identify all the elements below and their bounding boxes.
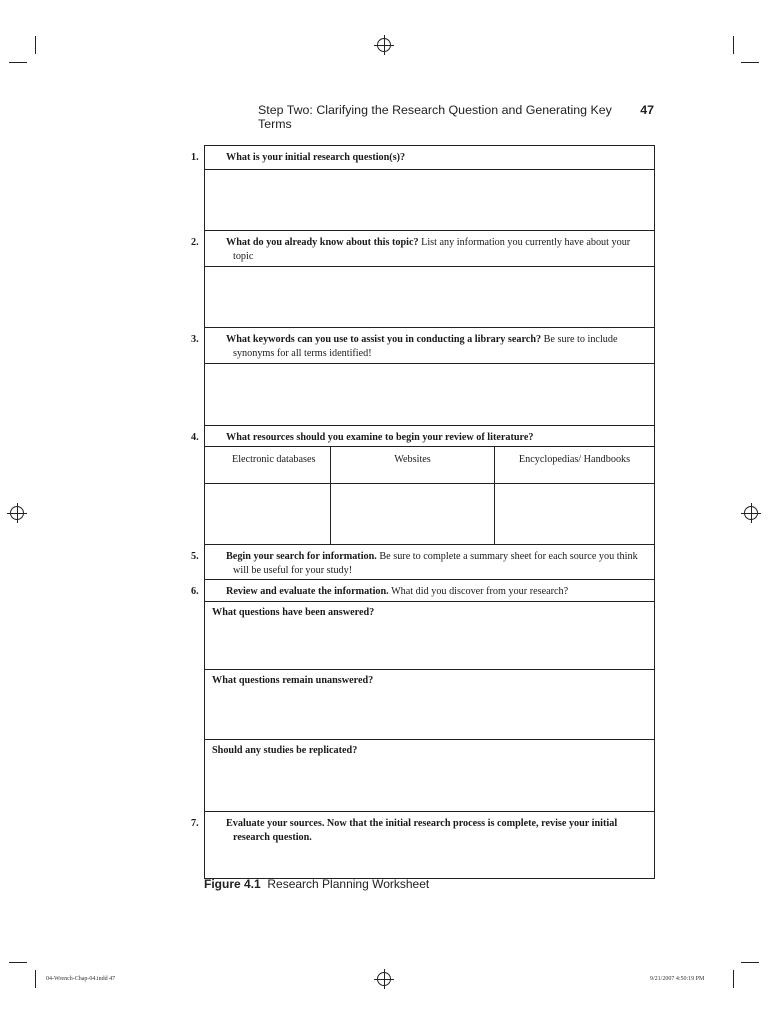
registration-mark-icon	[744, 506, 758, 520]
answer-space-3[interactable]	[205, 364, 654, 426]
answer-space-websites[interactable]	[331, 484, 495, 544]
question-text: What do you already know about this topic?	[226, 237, 419, 248]
crop-mark	[9, 62, 27, 63]
resource-col-electronic-databases: Electronic databases	[205, 447, 331, 483]
question-number: 7.	[191, 818, 199, 829]
question-instruction: Be sure to include synonyms for all terms identified!	[233, 334, 618, 359]
crop-mark	[9, 962, 27, 963]
figure-label: Figure 4.1	[204, 877, 261, 891]
question-instruction: Be sure to complete a summary sheet for each source you think will be useful for your study!	[233, 551, 638, 576]
header-title: Step Two: Clarifying the Research Question and Generating Key Terms	[258, 103, 612, 131]
question-text: Evaluate your sources. Now that the initial research process is complete, revise your initial research question.	[226, 818, 618, 843]
question-1	[191, 146, 654, 170]
answered-questions-label: What questions have been answered?	[212, 607, 375, 618]
page-number: 47	[640, 103, 654, 117]
figure-caption	[204, 877, 429, 891]
crop-mark	[35, 970, 36, 988]
resource-col-encyclopedias: Encyclopedias/ Handbooks	[518, 454, 631, 465]
question-number: 1.	[191, 152, 199, 163]
answer-space-databases[interactable]	[205, 484, 331, 544]
question-number: 5.	[191, 551, 199, 562]
registration-mark-icon	[10, 506, 24, 520]
question-number: 3.	[191, 334, 199, 345]
question-number: 4.	[191, 432, 199, 443]
question-instruction: What did you discover from your research?	[388, 586, 569, 597]
research-worksheet	[191, 145, 655, 879]
running-header	[258, 103, 654, 131]
question-4	[191, 426, 654, 447]
question-number: 2.	[191, 237, 199, 248]
question-text: What resources should you examine to begin your review of literature?	[226, 432, 534, 443]
question-5	[191, 545, 654, 580]
answer-space-encyclopedias[interactable]	[495, 484, 654, 544]
question-text: What keywords can you use to assist you in conducting a library search?	[226, 334, 542, 345]
answered-questions-section[interactable]	[205, 602, 654, 670]
unanswered-questions-section[interactable]	[205, 670, 654, 740]
question-6	[191, 580, 654, 602]
question-text: What is your initial research question(s)?	[226, 152, 406, 163]
registration-mark-icon	[377, 38, 391, 52]
crop-mark	[733, 970, 734, 988]
question-text: Begin your search for information.	[226, 551, 377, 562]
resources-answer-row	[205, 484, 654, 545]
crop-mark	[741, 962, 759, 963]
figure-title: Research Planning Worksheet	[267, 877, 430, 891]
answer-space-2[interactable]	[205, 267, 654, 328]
crop-mark	[733, 36, 734, 54]
answer-space-1[interactable]	[205, 170, 654, 231]
resource-col-websites: Websites	[331, 447, 495, 483]
question-3	[191, 328, 654, 364]
registration-mark-icon	[377, 972, 391, 986]
replication-label: Should any studies be replicated?	[212, 745, 358, 756]
crop-mark	[741, 62, 759, 63]
resources-header-row	[205, 447, 654, 484]
crop-mark	[35, 36, 36, 54]
question-instruction: List any information you currently have about your topic	[233, 237, 631, 262]
question-2	[191, 231, 654, 267]
slug-file: 04-Wrench-Chap-04.indd 47	[46, 976, 116, 982]
slug-timestamp: 9/21/2007 4:50:19 PM	[650, 976, 705, 982]
unanswered-questions-label: What questions remain unanswered?	[212, 675, 374, 686]
replication-section[interactable]	[205, 740, 654, 812]
question-text: Review and evaluate the information.	[226, 586, 389, 597]
question-number: 6.	[191, 586, 199, 597]
question-7[interactable]	[191, 812, 654, 878]
